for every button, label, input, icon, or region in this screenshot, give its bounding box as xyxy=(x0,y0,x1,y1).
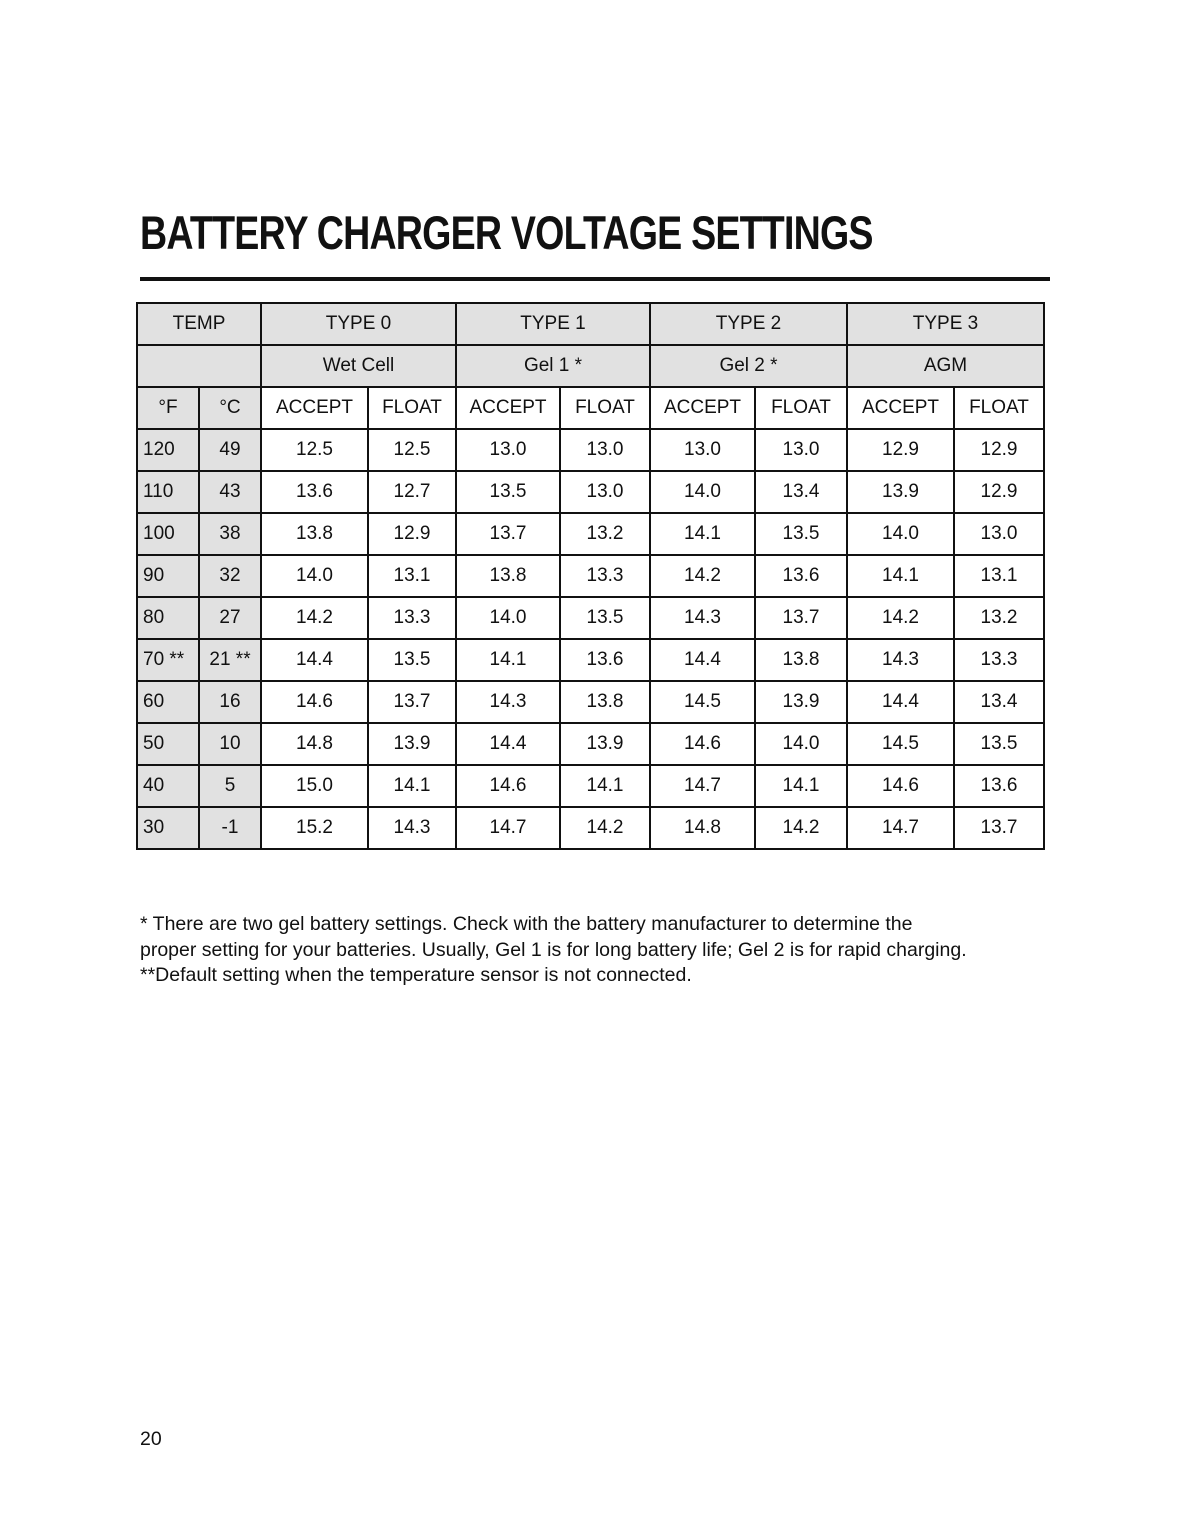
accept-voltage-cell: 14.1 xyxy=(650,513,755,555)
accept-voltage-cell: 12.5 xyxy=(261,429,368,471)
accept-voltage-cell: 14.0 xyxy=(456,597,560,639)
float-voltage-cell: 13.4 xyxy=(755,471,847,513)
table-row xyxy=(137,513,1044,555)
accept-voltage-cell: 14.2 xyxy=(847,597,954,639)
accept-voltage-cell: 14.5 xyxy=(650,681,755,723)
float-voltage-cell: 13.1 xyxy=(954,555,1044,597)
table-row xyxy=(137,807,1044,849)
float-voltage-cell: 13.7 xyxy=(368,681,456,723)
footnote-line: proper setting for your batteries. Usually, Gel 1 is for long battery life; Gel 2 is for rapid charging. xyxy=(140,938,967,961)
table-row xyxy=(137,723,1044,765)
footnote-line: * There are two gel battery settings. Check with the battery manufacturer to determine the xyxy=(140,913,913,935)
unit-header-row xyxy=(137,387,1044,429)
accept-voltage-cell: 14.0 xyxy=(261,555,368,597)
accept-voltage-cell: 13.9 xyxy=(847,471,954,513)
float-voltage-cell: 14.3 xyxy=(368,807,456,849)
table-row xyxy=(137,765,1044,807)
accept-voltage-cell: 14.6 xyxy=(847,765,954,807)
accept-voltage-cell: 13.0 xyxy=(456,429,560,471)
type-header-row xyxy=(137,303,1044,345)
float-voltage-cell: 13.2 xyxy=(954,597,1044,639)
accept-voltage-cell: 14.3 xyxy=(456,681,560,723)
temp-c-cell: 32 xyxy=(199,555,261,597)
float-voltage-cell: 13.4 xyxy=(954,681,1044,723)
float-voltage-cell: 12.7 xyxy=(368,471,456,513)
temp-c-cell: -1 xyxy=(199,807,261,849)
accept-header: ACCEPT xyxy=(847,387,954,429)
accept-voltage-cell: 14.8 xyxy=(261,723,368,765)
float-voltage-cell: 13.9 xyxy=(368,723,456,765)
accept-voltage-cell: 12.9 xyxy=(847,429,954,471)
temp-f-cell: 40 xyxy=(137,765,199,807)
float-voltage-cell: 12.9 xyxy=(368,513,456,555)
float-voltage-cell: 13.5 xyxy=(560,597,650,639)
accept-voltage-cell: 14.0 xyxy=(650,471,755,513)
accept-voltage-cell: 14.3 xyxy=(847,639,954,681)
float-voltage-cell: 13.9 xyxy=(560,723,650,765)
float-voltage-cell: 13.6 xyxy=(560,639,650,681)
table-row xyxy=(137,471,1044,513)
accept-header: ACCEPT xyxy=(261,387,368,429)
temp-f-cell: 60 xyxy=(137,681,199,723)
page-title: BATTERY CHARGER VOLTAGE SETTINGS xyxy=(140,206,873,259)
float-voltage-cell: 13.5 xyxy=(954,723,1044,765)
table-row xyxy=(137,597,1044,639)
footnotes xyxy=(140,912,967,989)
celsius-header: °C xyxy=(199,387,261,429)
type-0-header: TYPE 0 xyxy=(261,303,456,345)
blank-header xyxy=(137,345,261,387)
accept-voltage-cell: 13.6 xyxy=(261,471,368,513)
float-voltage-cell: 13.3 xyxy=(954,639,1044,681)
accept-voltage-cell: 14.0 xyxy=(847,513,954,555)
temp-c-cell: 10 xyxy=(199,723,261,765)
float-voltage-cell: 13.5 xyxy=(368,639,456,681)
float-voltage-cell: 13.7 xyxy=(954,807,1044,849)
title-rule xyxy=(140,277,1050,281)
float-voltage-cell: 13.8 xyxy=(755,639,847,681)
float-voltage-cell: 13.3 xyxy=(560,555,650,597)
page-number: 20 xyxy=(140,1428,162,1450)
float-header: FLOAT xyxy=(954,387,1044,429)
voltage-settings-table xyxy=(136,302,1045,850)
accept-voltage-cell: 13.5 xyxy=(456,471,560,513)
float-voltage-cell: 12.9 xyxy=(954,471,1044,513)
float-voltage-cell: 13.1 xyxy=(368,555,456,597)
float-voltage-cell: 13.2 xyxy=(560,513,650,555)
accept-voltage-cell: 14.1 xyxy=(456,639,560,681)
temp-f-cell: 100 xyxy=(137,513,199,555)
temp-c-cell: 49 xyxy=(199,429,261,471)
accept-header: ACCEPT xyxy=(456,387,560,429)
temp-f-cell: 70 ** xyxy=(137,639,199,681)
accept-voltage-cell: 14.1 xyxy=(847,555,954,597)
accept-voltage-cell: 14.7 xyxy=(650,765,755,807)
type-1-battery: Gel 1 * xyxy=(456,345,650,387)
float-voltage-cell: 14.1 xyxy=(755,765,847,807)
accept-voltage-cell: 14.3 xyxy=(650,597,755,639)
float-header: FLOAT xyxy=(755,387,847,429)
float-voltage-cell: 14.1 xyxy=(560,765,650,807)
type-3-header: TYPE 3 xyxy=(847,303,1044,345)
table-row xyxy=(137,639,1044,681)
type-3-battery: AGM xyxy=(847,345,1044,387)
float-voltage-cell: 13.5 xyxy=(755,513,847,555)
float-header: FLOAT xyxy=(368,387,456,429)
accept-voltage-cell: 14.7 xyxy=(456,807,560,849)
type-1-header: TYPE 1 xyxy=(456,303,650,345)
accept-voltage-cell: 13.7 xyxy=(456,513,560,555)
float-voltage-cell: 13.0 xyxy=(560,429,650,471)
accept-voltage-cell: 15.0 xyxy=(261,765,368,807)
float-voltage-cell: 13.6 xyxy=(755,555,847,597)
float-voltage-cell: 14.1 xyxy=(368,765,456,807)
accept-voltage-cell: 14.6 xyxy=(650,723,755,765)
float-voltage-cell: 12.9 xyxy=(954,429,1044,471)
float-voltage-cell: 12.5 xyxy=(368,429,456,471)
accept-header: ACCEPT xyxy=(650,387,755,429)
accept-voltage-cell: 15.2 xyxy=(261,807,368,849)
table-row xyxy=(137,555,1044,597)
accept-voltage-cell: 14.8 xyxy=(650,807,755,849)
float-voltage-cell: 13.3 xyxy=(368,597,456,639)
accept-voltage-cell: 14.2 xyxy=(261,597,368,639)
float-voltage-cell: 13.0 xyxy=(954,513,1044,555)
accept-voltage-cell: 13.0 xyxy=(650,429,755,471)
float-voltage-cell: 13.0 xyxy=(755,429,847,471)
temp-header: TEMP xyxy=(137,303,261,345)
accept-voltage-cell: 13.8 xyxy=(456,555,560,597)
accept-voltage-cell: 14.4 xyxy=(456,723,560,765)
temp-f-cell: 80 xyxy=(137,597,199,639)
temp-f-cell: 120 xyxy=(137,429,199,471)
type-2-battery: Gel 2 * xyxy=(650,345,847,387)
accept-voltage-cell: 14.5 xyxy=(847,723,954,765)
temp-f-cell: 110 xyxy=(137,471,199,513)
temp-c-cell: 38 xyxy=(199,513,261,555)
accept-voltage-cell: 14.2 xyxy=(650,555,755,597)
temp-c-cell: 21 ** xyxy=(199,639,261,681)
battery-header-row xyxy=(137,345,1044,387)
table-row xyxy=(137,429,1044,471)
footnote-line: **Default setting when the temperature sensor is not connected. xyxy=(140,964,692,986)
float-header: FLOAT xyxy=(560,387,650,429)
float-voltage-cell: 14.2 xyxy=(755,807,847,849)
temp-f-cell: 30 xyxy=(137,807,199,849)
float-voltage-cell: 14.2 xyxy=(560,807,650,849)
temp-c-cell: 16 xyxy=(199,681,261,723)
float-voltage-cell: 13.9 xyxy=(755,681,847,723)
temp-c-cell: 5 xyxy=(199,765,261,807)
accept-voltage-cell: 14.4 xyxy=(650,639,755,681)
float-voltage-cell: 13.8 xyxy=(560,681,650,723)
type-0-battery: Wet Cell xyxy=(261,345,456,387)
float-voltage-cell: 13.6 xyxy=(954,765,1044,807)
temp-c-cell: 43 xyxy=(199,471,261,513)
table-row xyxy=(137,681,1044,723)
type-2-header: TYPE 2 xyxy=(650,303,847,345)
temp-f-cell: 90 xyxy=(137,555,199,597)
float-voltage-cell: 14.0 xyxy=(755,723,847,765)
accept-voltage-cell: 14.6 xyxy=(456,765,560,807)
temp-c-cell: 27 xyxy=(199,597,261,639)
fahrenheit-header: °F xyxy=(137,387,199,429)
float-voltage-cell: 13.7 xyxy=(755,597,847,639)
temp-f-cell: 50 xyxy=(137,723,199,765)
accept-voltage-cell: 14.4 xyxy=(847,681,954,723)
accept-voltage-cell: 14.4 xyxy=(261,639,368,681)
accept-voltage-cell: 14.6 xyxy=(261,681,368,723)
accept-voltage-cell: 14.7 xyxy=(847,807,954,849)
float-voltage-cell: 13.0 xyxy=(560,471,650,513)
accept-voltage-cell: 13.8 xyxy=(261,513,368,555)
